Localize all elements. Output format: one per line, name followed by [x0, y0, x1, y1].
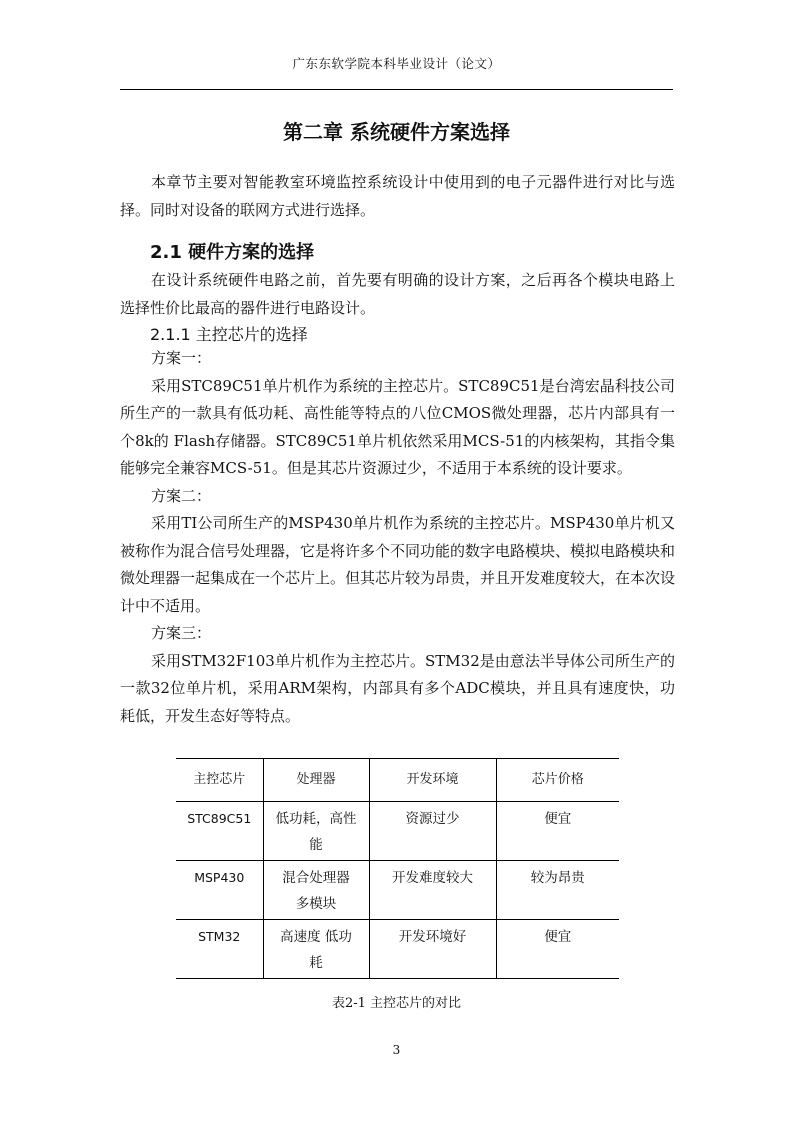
intro-paragraph: 本章节主要对智能教室环境监控系统设计中使用到的电子元器件进行对比与选择。同时对设备的联网方式进行选择。 — [120, 173, 675, 219]
table-cell: 低功耗，高性能 — [263, 802, 369, 861]
section-2-1-1-heading: 2.1.1 主控芯片的选择 — [150, 325, 308, 344]
table-cell: MSP430 — [176, 861, 263, 920]
table-cell: 混合处理器多模块 — [263, 861, 369, 920]
table-cell: 开发难度较大 — [369, 861, 496, 920]
plans-block — [120, 345, 675, 730]
plan-1-label: 方案一： — [151, 349, 212, 367]
plan-3-label: 方案三： — [151, 624, 212, 642]
page-header: 广东东软学院本科毕业设计（论文） — [292, 56, 501, 71]
plan-1-text: 采用STC89C51单片机作为系统的主控芯片。STC89C51是台湾宏晶科技公司所生产的一款具有低功耗、高性能等特点的八位CMOS微处理器，芯片内部具有一个8k的 Flash存储器。STC89C51单片机依然采用MCS-51的内核架构，其指令集能够完全兼容MCS-51。但是其芯片资源过少，不适用于本系统的设计要求。 — [120, 376, 675, 477]
header-divider — [120, 89, 673, 90]
table-header-cell: 芯片价格 — [496, 759, 619, 802]
chip-comparison-table — [176, 758, 619, 979]
table-caption: 表2-1 主控芯片的对比 — [331, 996, 462, 1011]
table-cell: 资源过少 — [369, 802, 496, 861]
table-cell: STM32 — [176, 920, 263, 979]
intro-block — [120, 169, 675, 224]
table-cell: STC89C51 — [176, 802, 263, 861]
table-cell: 较为昂贵 — [496, 861, 619, 920]
table-row — [176, 802, 619, 861]
table-cell: 便宜 — [496, 802, 619, 861]
table-cell: 便宜 — [496, 920, 619, 979]
section-2-1-block — [120, 267, 675, 322]
table-header-cell: 处理器 — [263, 759, 369, 802]
section-2-1-heading: 2.1 硬件方案的选择 — [150, 242, 315, 263]
table-header-cell: 主控芯片 — [176, 759, 263, 802]
table-row — [176, 920, 619, 979]
table-row — [176, 861, 619, 920]
section-2-1-paragraph: 在设计系统硬件电路之前，首先要有明确的设计方案，之后再各个模块电路上选择性价比最高的器件进行电路设计。 — [120, 271, 675, 317]
table-header-cell: 开发环境 — [369, 759, 496, 802]
plan-3-text: 采用STM32F103单片机作为主控芯片。STM32是由意法半导体公司所生产的一款32位单片机，采用ARM架构，内部具有多个ADC模块，并且具有速度快，功耗低，开发生态好等特点。 — [120, 651, 675, 725]
table-header-row — [176, 759, 619, 802]
table-cell: 开发环境好 — [369, 920, 496, 979]
table-cell: 高速度 低功耗 — [263, 920, 369, 979]
chapter-title: 第二章 系统硬件方案选择 — [283, 120, 510, 144]
page-number: 3 — [392, 1043, 401, 1057]
plan-2-label: 方案二： — [151, 486, 212, 505]
plan-2-text: 采用TI公司所生产的MSP430单片机作为系统的主控芯片。MSP430单片机又被称作为混合信号处理器，它是将许多个不同功能的数字电路模块、模拟电路模块和微处理器一起集成在一个芯片上。但其芯片较为昂贵，并且开发难度较大，在本次设计中不适用。 — [120, 514, 676, 615]
